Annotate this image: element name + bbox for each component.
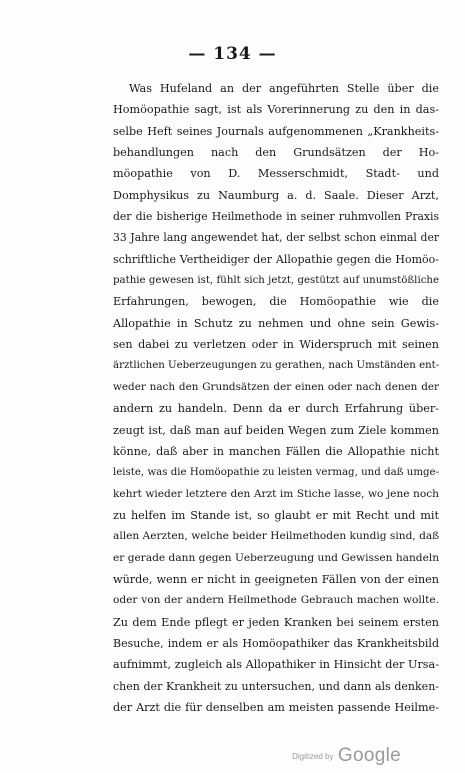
- text-line: der Arzt die für denselben am meisten passende Heilme-: [113, 700, 439, 714]
- text-line: ärztlichen Ueberzeugungen zu gerathen, nach Umständen ent-: [113, 360, 439, 372]
- text-line: kehrt wieder letztere den Arzt im Stiche lasse, wo jene noch: [113, 487, 439, 500]
- text-line: schriftliche Vertheidiger der Allopathie gegen die Homöo-: [113, 252, 439, 266]
- text-line: Allopathie in Schutz zu nehmen und ohne sein Gewis-: [113, 316, 439, 330]
- text-line: andern zu handeln. Denn da er durch Erfahrung über-: [113, 402, 439, 416]
- text-line: chen der Krankheit zu untersuchen, und dann als denken-: [113, 679, 439, 693]
- text-line: Was Hufeland an der angeführten Stelle über die: [129, 82, 439, 95]
- text-line: könne, daß aber in manchen Fällen die Allopathie nicht: [113, 444, 439, 458]
- text-line: er gerade dann gegen Ueberzeugung und Gewissen handeln: [113, 551, 439, 564]
- text-line: sen dabei zu verletzen oder in Widerspruch mit seinen: [113, 338, 439, 352]
- text-line: selbe Heft seines Journals aufgenommenen „Krankheits-: [113, 124, 439, 138]
- digitization-watermark: [292, 745, 401, 767]
- text-line: behandlungen nach den Grundsätzen der Ho-: [113, 146, 439, 160]
- text-line: 33 Jahre lang angewendet hat, der selbst schon einmal der: [113, 231, 439, 245]
- text-line: möopathie von D. Messerschmidt, Stadt- und: [113, 167, 439, 181]
- watermark-prefix: Digitized by: [292, 752, 334, 761]
- body-text: [113, 78, 439, 718]
- text-line: Erfahrungen, bewogen, die Homöopathie wie die: [113, 295, 439, 309]
- text-line: allen Aerzten, welche beider Heilmethoden kundig sind, daß: [113, 530, 439, 543]
- text-line: pathie gewesen ist, fühlt sich jetzt, gestützt auf unumstößliche: [113, 275, 439, 287]
- text-line: Domphysikus zu Naumburg a. d. Saale. Dieser Arzt,: [113, 188, 439, 202]
- text-line: leiste, was die Homöopathie zu leisten vermag, und daß umge-: [113, 467, 439, 479]
- page-number-header: — 134 —: [188, 44, 277, 64]
- text-line: der die bisherige Heilmethode in seiner ruhmvollen Praxis: [113, 210, 439, 224]
- text-line: Besuche, indem er als Homöopathiker das Krankheitsbild: [113, 636, 439, 650]
- text-line: weder nach den Grundsätzen der einen oder nach denen der: [113, 380, 439, 393]
- text-line: würde, wenn er nicht in geeigneten Fällen von der einen: [113, 572, 439, 586]
- text-line: oder von der andern Heilmethode Gebrauch machen wollte.: [113, 594, 439, 607]
- text-line: Zu dem Ende pflegt er jeden Kranken bei seinem ersten: [113, 615, 439, 629]
- text-line: aufnimmt, zugleich als Allopathiker in Hinsicht der Ursa-: [113, 658, 439, 672]
- watermark-brand: Google: [337, 745, 401, 766]
- text-line: Homöopathie sagt, ist als Vorerinnerung zu den in das-: [113, 103, 439, 117]
- text-line: zeugt ist, daß man auf beiden Wegen zum Ziele kommen: [113, 423, 439, 437]
- text-line: zu helfen im Stande ist, so glaubt er mit Recht und mit: [113, 508, 439, 522]
